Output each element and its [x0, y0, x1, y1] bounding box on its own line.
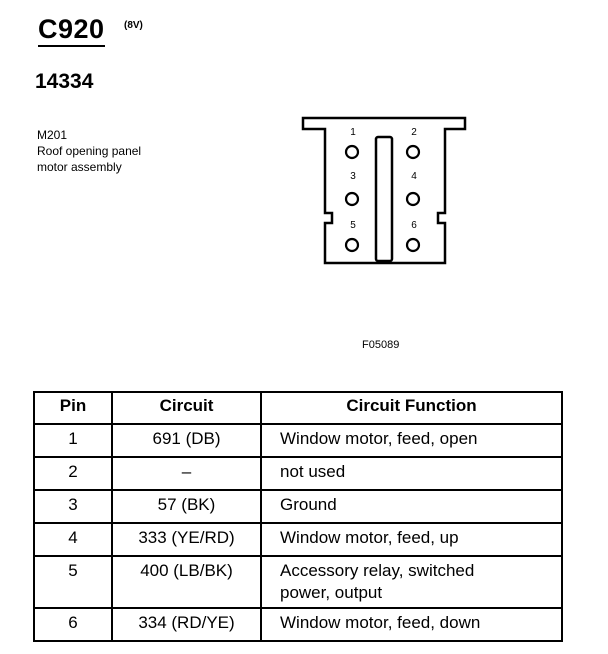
cell-function [261, 457, 562, 490]
pin-2 [407, 146, 419, 158]
cell-pin: 2 [34, 457, 112, 490]
pin-label-1: 1 [350, 127, 356, 138]
cell-circuit: 334 (RD/YE) [112, 608, 261, 641]
pin-3 [346, 193, 358, 205]
table-row [34, 490, 562, 523]
header-pin: Pin [34, 392, 112, 424]
function-line: not used [280, 462, 346, 481]
connector-note: (8V) [124, 20, 143, 31]
component-name-line1: Roof opening panel [37, 144, 142, 158]
component-name-line2: motor assembly [37, 160, 122, 174]
component-description [37, 127, 141, 175]
connector-center-slot [376, 137, 392, 261]
pin-function-table [33, 391, 563, 642]
cell-function [261, 523, 562, 556]
cell-function [261, 556, 562, 608]
function-line: Window motor, feed, up [280, 528, 459, 547]
cell-pin: 5 [34, 556, 112, 608]
cell-pin: 6 [34, 608, 112, 641]
function-line: Accessory relay, switched [280, 561, 475, 580]
pin-label-3: 3 [350, 171, 356, 182]
header-circuit-function: Circuit Function [261, 392, 562, 424]
part-number: 14334 [35, 70, 94, 93]
figure-reference: F05089 [362, 339, 400, 351]
pin-label-6: 6 [411, 220, 417, 231]
pin-4 [407, 193, 419, 205]
pin-1 [346, 146, 358, 158]
function-line: Ground [280, 495, 337, 514]
pin-label-2: 2 [411, 127, 417, 138]
pin-label-4: 4 [411, 171, 417, 182]
component-code: M201 [37, 128, 68, 142]
table-row [34, 608, 562, 641]
function-line: Window motor, feed, down [280, 613, 481, 632]
cell-pin: 1 [34, 424, 112, 457]
table-row [34, 424, 562, 457]
pin-5 [346, 239, 358, 251]
cell-circuit: 57 (BK) [112, 490, 261, 523]
cell-pin: 3 [34, 490, 112, 523]
cell-function [261, 490, 562, 523]
cell-function [261, 608, 562, 641]
cell-circuit: – [112, 457, 261, 490]
table-row [34, 457, 562, 490]
pin-6 [407, 239, 419, 251]
table-row [34, 556, 562, 608]
cell-circuit: 691 (DB) [112, 424, 261, 457]
cell-circuit: 333 (YE/RD) [112, 523, 261, 556]
header-circuit: Circuit [112, 392, 261, 424]
pin-label-5: 5 [350, 220, 356, 231]
cell-circuit: 400 (LB/BK) [112, 556, 261, 608]
table-header-row [34, 392, 562, 424]
table-row [34, 523, 562, 556]
connector-face-diagram [300, 115, 470, 270]
function-line: power, output [280, 583, 383, 602]
connector-id: C920 [38, 14, 105, 47]
cell-pin: 4 [34, 523, 112, 556]
function-line: Window motor, feed, open [280, 429, 478, 448]
cell-function [261, 424, 562, 457]
